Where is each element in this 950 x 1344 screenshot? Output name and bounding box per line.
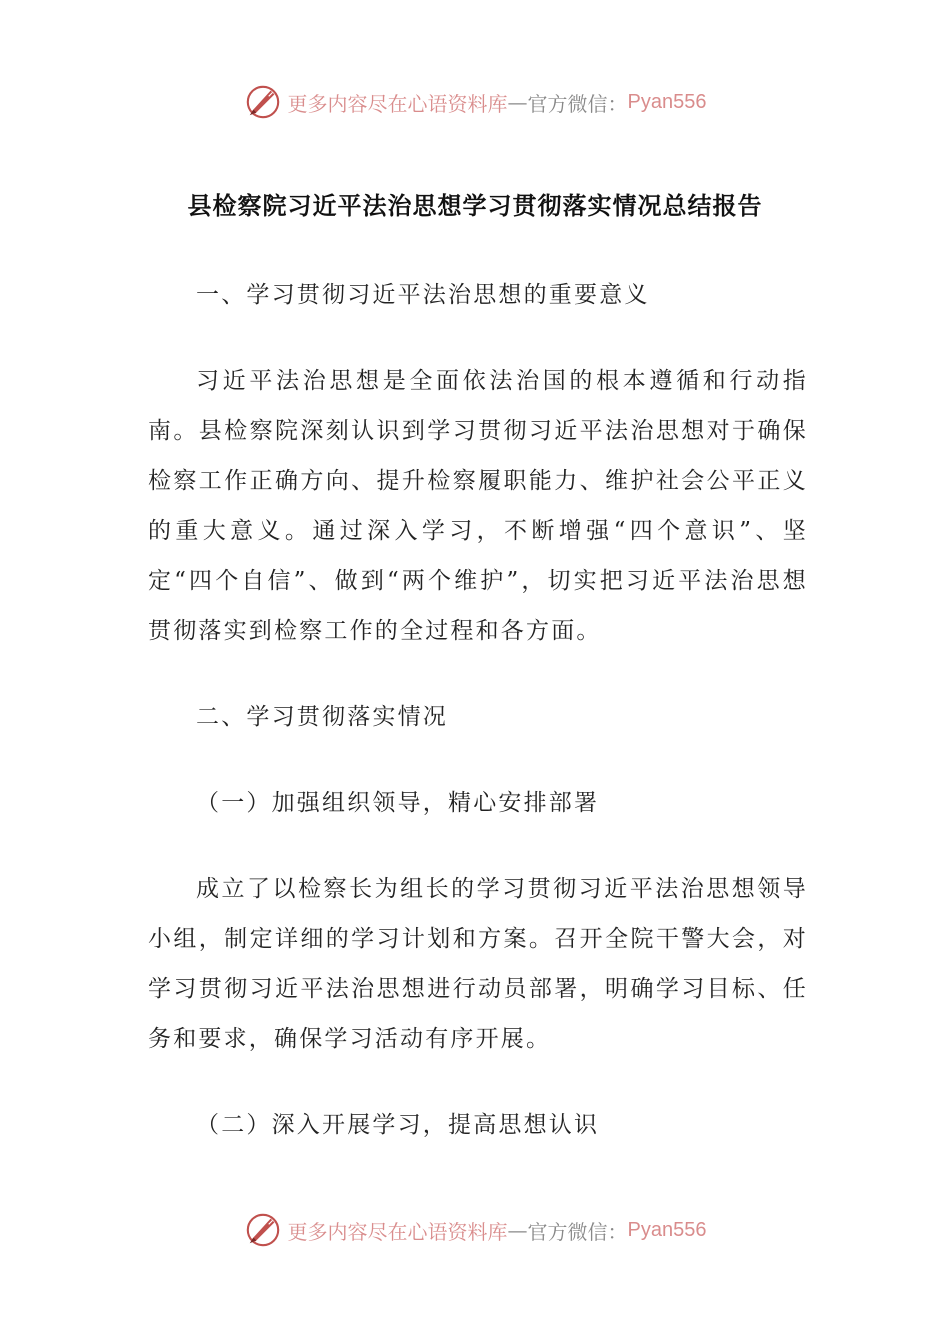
paragraph-2: 成立了以检察长为组长的学习贯彻习近平法治思想领导小组，制定详细的学习计划和方案。召开全院干警大会，对学习贯彻习近平法治思想进行动员部署，明确学习目标、任务和要求，确保学习活动有序开展。 <box>148 876 808 1052</box>
footer-banner <box>0 1208 950 1252</box>
document-body <box>148 270 808 1186</box>
paragraph-1: 习近平法治思想是全面依法治国的根本遵循和行动指南。县检察院深刻认识到学习贯彻习近平法治思想对于确保检察工作正确方向、提升检察履职能力、维护社会公平正义的重大意义。通过深入学习，不断增强“四个意识”、坚定“四个自信”、做到“两个维护”，切实把习近平法治思想贯彻落实到检察工作的全过程和各方面。 <box>148 368 808 644</box>
banner-separator: — <box>507 90 528 114</box>
banner-wechat-id: Pyan556 <box>627 90 707 113</box>
banner-text: 更多内容尽在心语资料库 <box>287 91 508 116</box>
section-heading-1: 一、学习贯彻习近平法治思想的重要意义 <box>196 282 650 308</box>
quill-pen-icon <box>244 83 282 121</box>
section-heading-2: 二、学习贯彻落实情况 <box>196 704 448 730</box>
banner-text: 更多内容尽在心语资料库 <box>287 1219 508 1244</box>
document-title: 县检察院习近平法治思想学习贯彻落实情况总结报告 <box>187 192 763 220</box>
banner-separator: — <box>507 1218 528 1242</box>
sub-heading-2: （二）深入开展学习，提高思想认识 <box>196 1112 600 1138</box>
sub-heading-1: （一）加强组织领导，精心安排部署 <box>196 790 600 816</box>
banner-wechat-id: Pyan556 <box>627 1218 707 1241</box>
header-banner <box>0 80 950 124</box>
quill-pen-icon <box>244 1211 282 1249</box>
banner-label: 官方微信： <box>527 91 628 116</box>
banner-label: 官方微信： <box>527 1219 628 1244</box>
